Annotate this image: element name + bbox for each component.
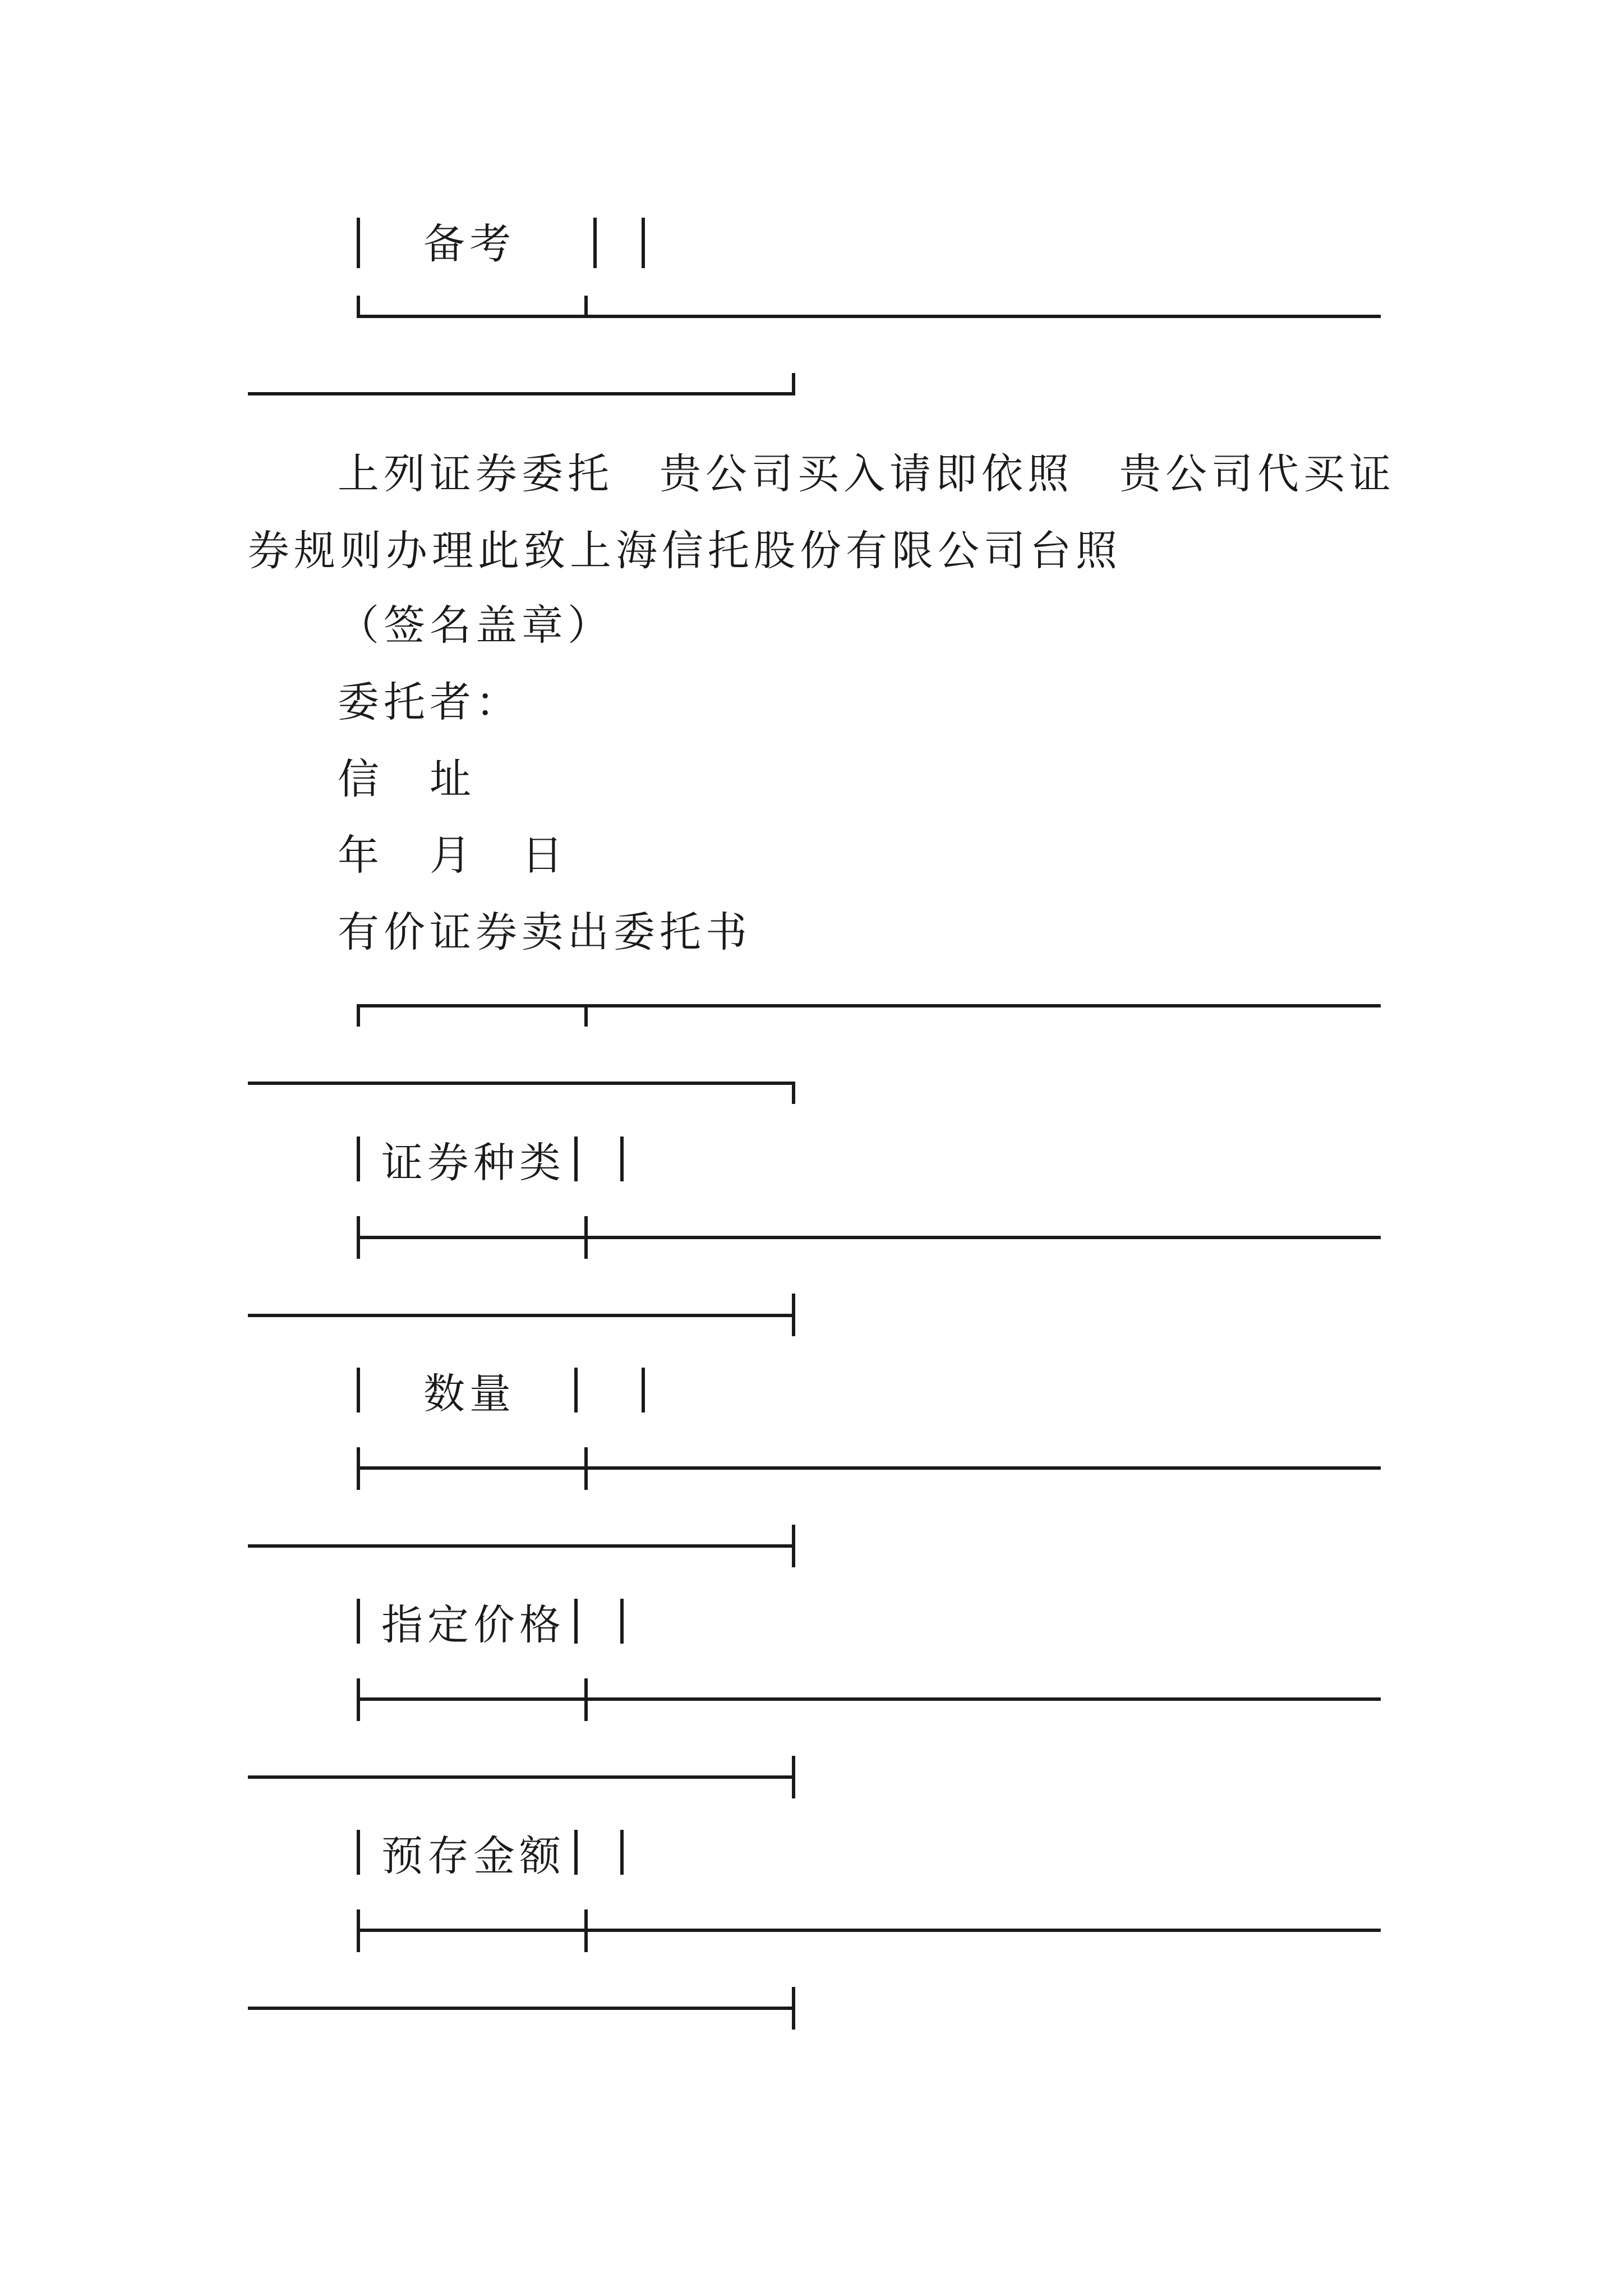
- row-separator-junction: [584, 1447, 588, 1490]
- address-label: 信 址: [338, 755, 476, 803]
- table-divider: [642, 218, 645, 268]
- date-label: 年 月 日: [338, 831, 568, 880]
- sell-table-corner-top-right: [792, 1082, 795, 1104]
- row-separator: [357, 1466, 1381, 1470]
- signature-note: （签名盖章）: [338, 601, 614, 650]
- sell-table-top-border: [357, 1004, 1381, 1007]
- table-junction: [584, 296, 588, 318]
- table-border-left: [357, 218, 360, 268]
- table-divider: [574, 1137, 578, 1181]
- table-divider: [593, 218, 597, 268]
- row-separator-right: [792, 1294, 795, 1336]
- sell-form-title: 有价证券卖出委托书: [338, 908, 751, 956]
- table-corner-bottom-right: [792, 373, 795, 395]
- sell-table-corner-top-left: [357, 1004, 360, 1027]
- table-divider: [574, 1830, 578, 1875]
- row-separator-right: [792, 1987, 795, 2030]
- sell-table-top-border-continued: [248, 1082, 795, 1085]
- closing-line-1: 上列证券委托 贵公司买入请即依照 贵公司代买证: [338, 450, 1395, 498]
- table-divider: [620, 1599, 624, 1644]
- table-divider: [574, 1599, 578, 1644]
- table-divider: [574, 1368, 578, 1412]
- entrustor-label: 委托者：: [338, 678, 522, 726]
- row-separator-continued: [248, 1314, 795, 1317]
- table-divider: [620, 1137, 624, 1181]
- row-separator-junction: [584, 1678, 588, 1721]
- row-label-limit-price: 指定价格: [381, 1601, 565, 1649]
- table-border-left: [357, 1830, 360, 1875]
- row-label-deposit-amount: 预存金额: [381, 1832, 565, 1880]
- table-bottom-border-continued: [248, 392, 795, 395]
- row-separator: [357, 1697, 1381, 1701]
- table-border-left: [357, 1137, 360, 1181]
- remarks-label: 备考: [423, 220, 515, 268]
- row-separator-right: [792, 1525, 795, 1567]
- row-separator-junction: [584, 1910, 588, 1952]
- table-divider: [642, 1368, 645, 1412]
- row-separator-junction: [584, 1216, 588, 1259]
- row-separator-continued: [248, 2007, 795, 2010]
- row-separator-right: [792, 1756, 795, 1798]
- row-label-quantity: 数量: [423, 1370, 515, 1418]
- row-label-security-type: 证券种类: [381, 1139, 565, 1187]
- table-bottom-border: [357, 315, 1381, 318]
- row-separator: [357, 1236, 1381, 1239]
- table-divider: [620, 1830, 624, 1875]
- sell-table-junction: [584, 1004, 588, 1027]
- closing-line-2: 券规则办理此致上海信托股份有限公司台照: [248, 527, 1122, 575]
- table-border-left: [357, 1368, 360, 1412]
- table-border-left: [357, 1599, 360, 1644]
- row-separator-continued: [248, 1544, 795, 1548]
- row-separator: [357, 1929, 1381, 1932]
- row-separator-continued: [248, 1775, 795, 1779]
